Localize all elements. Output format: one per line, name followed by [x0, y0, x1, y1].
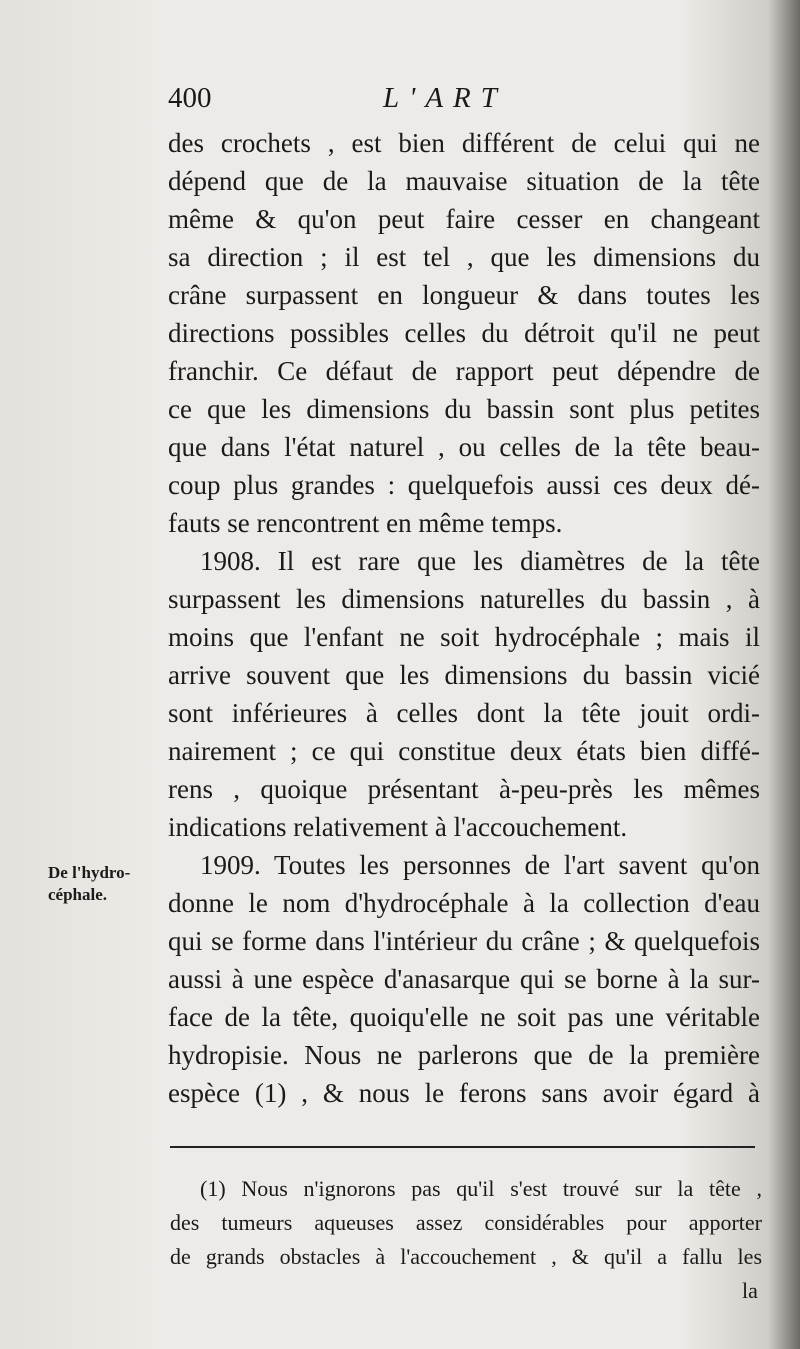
footnote-line: de grands obstacles à l'accouchement , & qu'il a fallu les — [170, 1244, 762, 1269]
running-title: L'ART — [383, 82, 507, 114]
text-line: des crochets , est bien différent de celui qui ne — [168, 128, 760, 158]
text-line: arrive souvent que les dimensions du bassin vicié — [168, 660, 760, 690]
text-line: qui se forme dans l'intérieur du crâne ; & quelquefois — [168, 926, 760, 956]
text-line: crâne surpassent en longueur & dans toutes les — [168, 280, 760, 310]
text-line: ce que les dimensions du bassin sont plus petites — [168, 394, 760, 424]
text-line: directions possibles celles du détroit qu'il ne peut — [168, 318, 760, 348]
text-line: aussi à une espèce d'anasarque qui se borne à la sur- — [168, 964, 760, 994]
margin-note: De l'hydro-céphale. — [48, 863, 131, 904]
footnotes — [170, 1172, 762, 1274]
text-line: que dans l'état naturel , ou celles de la tête beau- — [168, 432, 760, 462]
body-text — [168, 124, 760, 1112]
footnote-line: (1) Nous n'ignorons pas qu'il s'est trouvé sur la tête , — [200, 1176, 762, 1201]
text-line: 1908. Il est rare que les diamètres de la tête — [200, 546, 760, 576]
text-line: dépend que de la mauvaise situation de la tête — [168, 166, 760, 196]
text-line: espèce (1) , & nous le ferons sans avoir égard à — [168, 1078, 760, 1108]
text-line: même & qu'on peut faire cesser en changeant — [168, 204, 760, 234]
text-line: surpassent les dimensions naturelles du bassin , à — [168, 584, 760, 614]
text-line: sa direction ; il est tel , que les dimensions du — [168, 242, 760, 272]
text-line: fauts se rencontrent en même temps. — [168, 508, 563, 538]
text-line: moins que l'enfant ne soit hydrocéphale ; mais il — [168, 622, 760, 652]
catchword: la — [742, 1278, 758, 1303]
text-line: sont inférieures à celles dont la tête jouit ordi- — [168, 698, 760, 728]
text-line: face de la tête, quoiqu'elle ne soit pas une véritable — [168, 1002, 760, 1032]
text-line: coup plus grandes : quelquefois aussi ces deux dé- — [168, 470, 760, 500]
page-header — [168, 82, 568, 122]
text-line: 1909. Toutes les personnes de l'art savent qu'on — [200, 850, 760, 880]
text-line: indications relativement à l'accouchement. — [168, 812, 628, 842]
text-line: franchir. Ce défaut de rapport peut dépendre de — [168, 356, 760, 386]
footnote-line: des tumeurs aqueuses assez considérables pour apporter — [170, 1210, 762, 1235]
footnote-rule — [170, 1146, 755, 1148]
text-line: donne le nom d'hydrocéphale à la collection d'eau — [168, 888, 760, 918]
page-number: 400 — [168, 82, 212, 114]
text-line: rens , quoique présentant à-peu-près les mêmes — [168, 774, 760, 804]
text-line: nairement ; ce qui constitue deux états bien diffé- — [168, 736, 760, 766]
text-line: hydropisie. Nous ne parlerons que de la première — [168, 1040, 760, 1070]
